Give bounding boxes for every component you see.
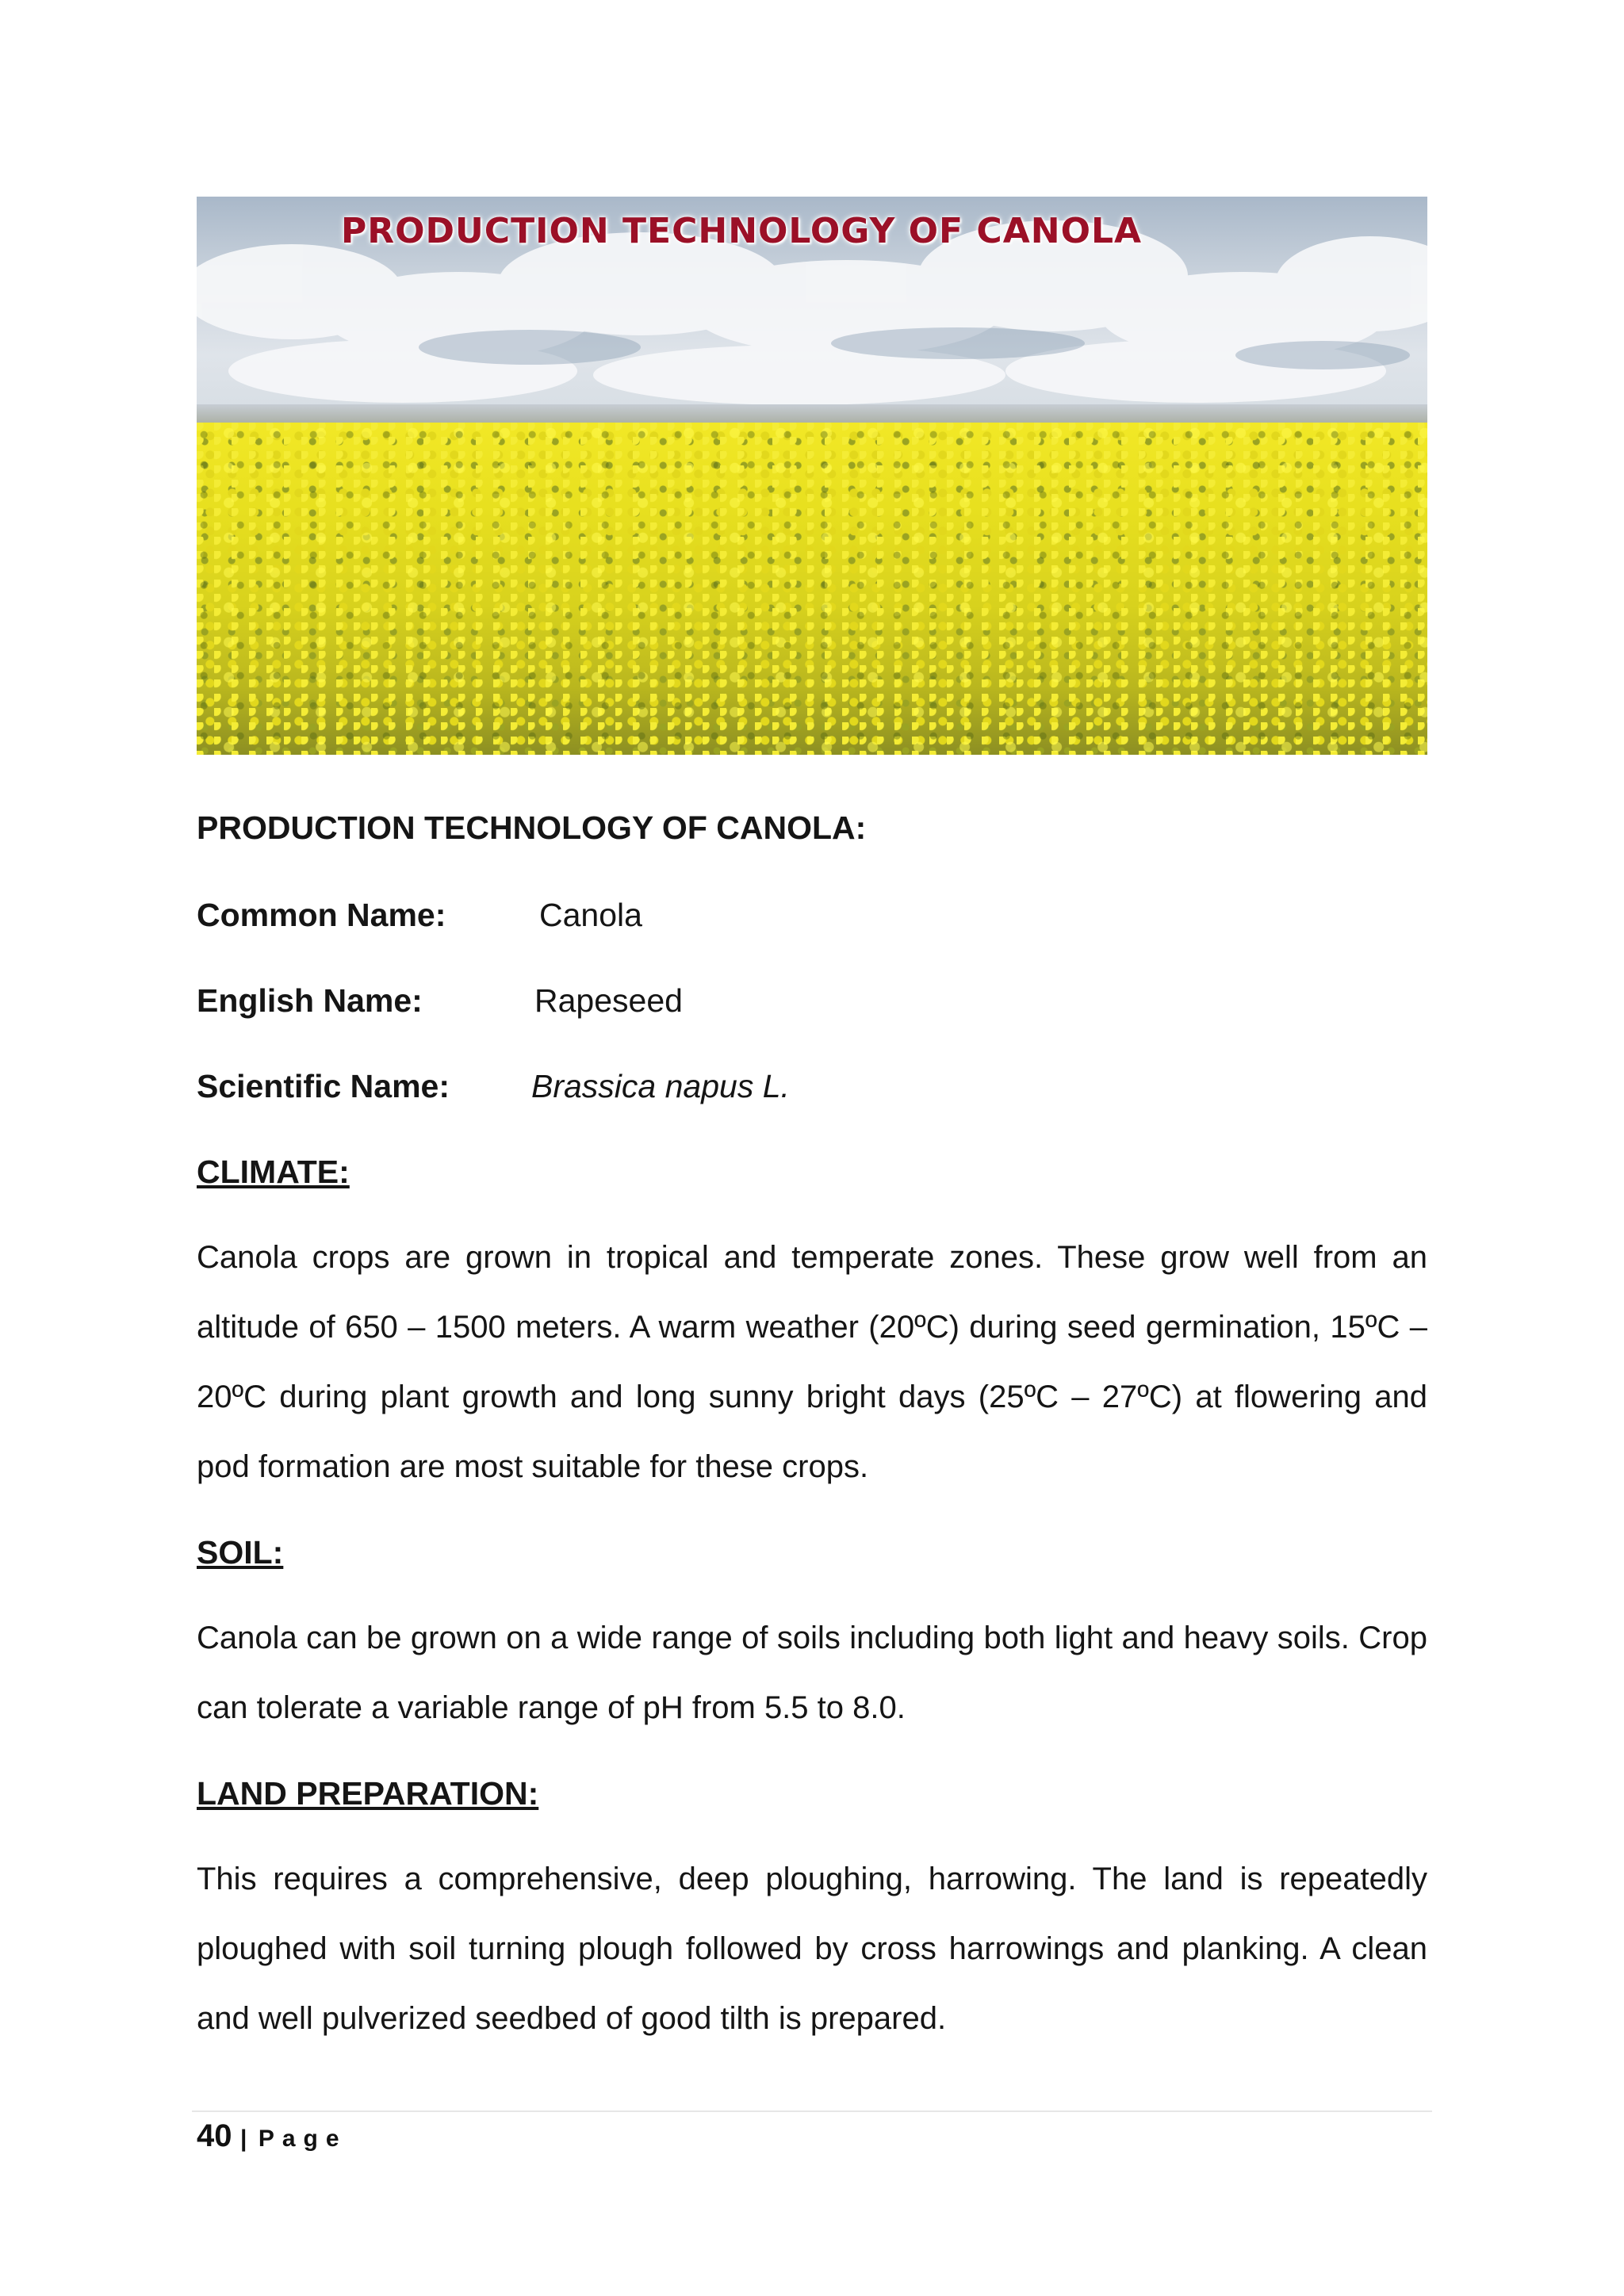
common-name-row bbox=[197, 880, 1427, 950]
english-name-value: Rapeseed bbox=[534, 982, 683, 1019]
footer-separator: | bbox=[239, 2126, 247, 2152]
document-body bbox=[197, 793, 1427, 2069]
page-label: Page bbox=[258, 2126, 347, 2152]
soil-paragraph: Canola can be grown on a wide range of soils including both light and heavy soils. Crop can tolerate a variable range of pH from 5.5 to 8.0. bbox=[197, 1621, 1427, 1725]
land-preparation-heading: LAND PREPARATION: bbox=[197, 1775, 539, 1812]
main-heading: PRODUCTION TECHNOLOGY OF CANOLA: bbox=[197, 809, 867, 846]
canola-field-banner-image bbox=[197, 197, 1427, 755]
scientific-name-row bbox=[197, 1051, 1427, 1121]
land-preparation-paragraph: This requires a comprehensive, deep ploughing, harrowing. The land is repeatedly ploughed with soil turning plough followed by cross harrowings and planking. A clean and well pulverized seedbed of good tilth is prepared. bbox=[197, 1862, 1427, 2036]
scientific-name-label: Scientific Name: bbox=[197, 1068, 450, 1104]
banner-title: PRODUCTION TECHNOLOGY OF CANOLA bbox=[341, 211, 1143, 251]
english-name-label: English Name: bbox=[197, 982, 423, 1019]
common-name-value: Canola bbox=[539, 897, 642, 933]
scientific-name-value: Brassica napus L. bbox=[531, 1068, 790, 1104]
climate-paragraph: Canola crops are grown in tropical and temperate zones. These grow well from an altitude of 650 – 1500 meters. A warm weather (20ºC) during seed germination, 15ºC – 20ºC during plant growth and long sunny bright days (25ºC – 27ºC) at flowering and pod formation are most suitable for these crops. bbox=[197, 1240, 1427, 1484]
climate-heading: CLIMATE: bbox=[197, 1154, 350, 1190]
flower-texture bbox=[197, 423, 1427, 755]
page-number: 40 bbox=[197, 2118, 232, 2153]
soil-heading: SOIL: bbox=[197, 1534, 284, 1571]
english-name-row bbox=[197, 966, 1427, 1035]
footer-divider bbox=[192, 2110, 1432, 2112]
common-name-label: Common Name: bbox=[197, 897, 446, 933]
page-footer bbox=[197, 2118, 347, 2154]
